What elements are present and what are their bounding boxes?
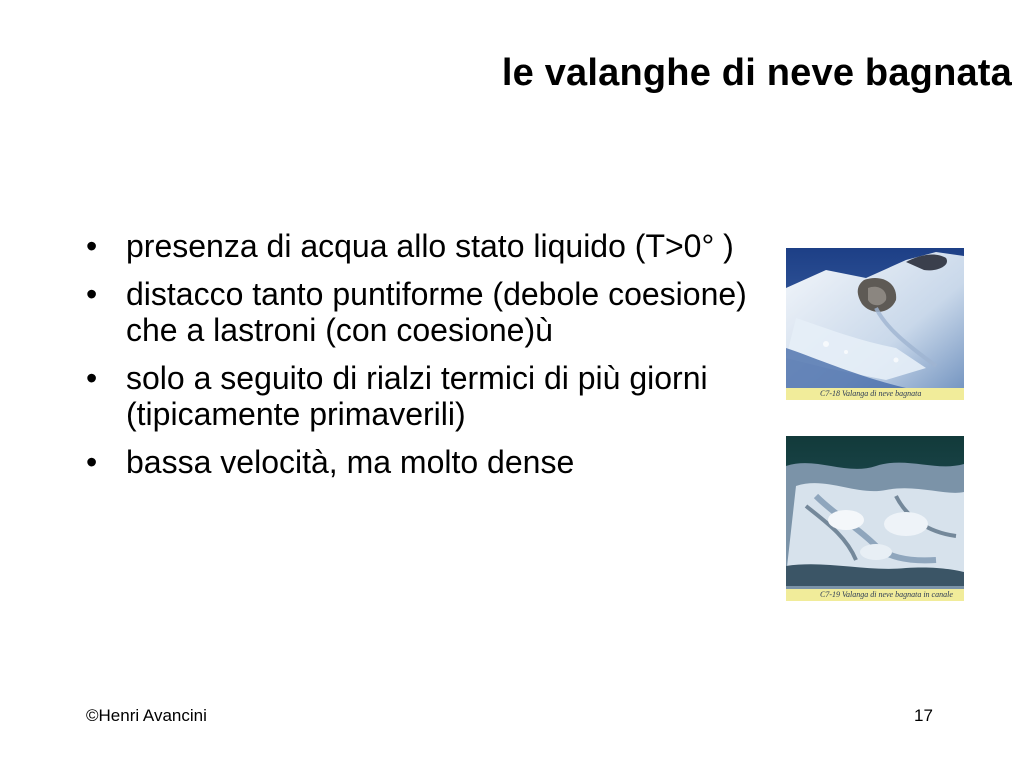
avalanche-photo-2-graphic <box>786 436 964 601</box>
bullet-text: distacco tanto puntiforme (debole coesione) che a lastroni (con coesione)ù <box>126 276 747 348</box>
avalanche-photo-1 <box>786 248 964 400</box>
bullet-dot-icon: • <box>86 228 98 264</box>
bullet-list <box>86 228 756 492</box>
avalanche-photo-2 <box>786 436 964 601</box>
bullet-item <box>86 228 756 264</box>
image-caption: C7-19 Valanga di neve bagnata in canale <box>786 589 964 601</box>
bullet-item <box>86 360 756 432</box>
bullet-item <box>86 276 756 348</box>
bullet-dot-icon: • <box>86 444 98 480</box>
bullet-item <box>86 444 756 480</box>
bullet-text: bassa velocità, ma molto dense <box>126 444 575 480</box>
bullet-dot-icon: • <box>86 276 98 312</box>
bullet-text: solo a seguito di rialzi termici di più giorni (tipicamente primaverili) <box>126 360 708 432</box>
avalanche-photo-1-graphic <box>786 248 964 400</box>
page-number: 17 <box>914 706 933 725</box>
footer-copyright: ©Henri Avancini <box>86 706 207 725</box>
image-caption: C7-18 Valanga di neve bagnata <box>786 388 964 400</box>
slide-title: le valanghe di neve bagnata <box>501 52 1012 94</box>
bullet-dot-icon: • <box>86 360 98 396</box>
bullet-text: presenza di acqua allo stato liquido (T>0° ) <box>126 228 734 264</box>
